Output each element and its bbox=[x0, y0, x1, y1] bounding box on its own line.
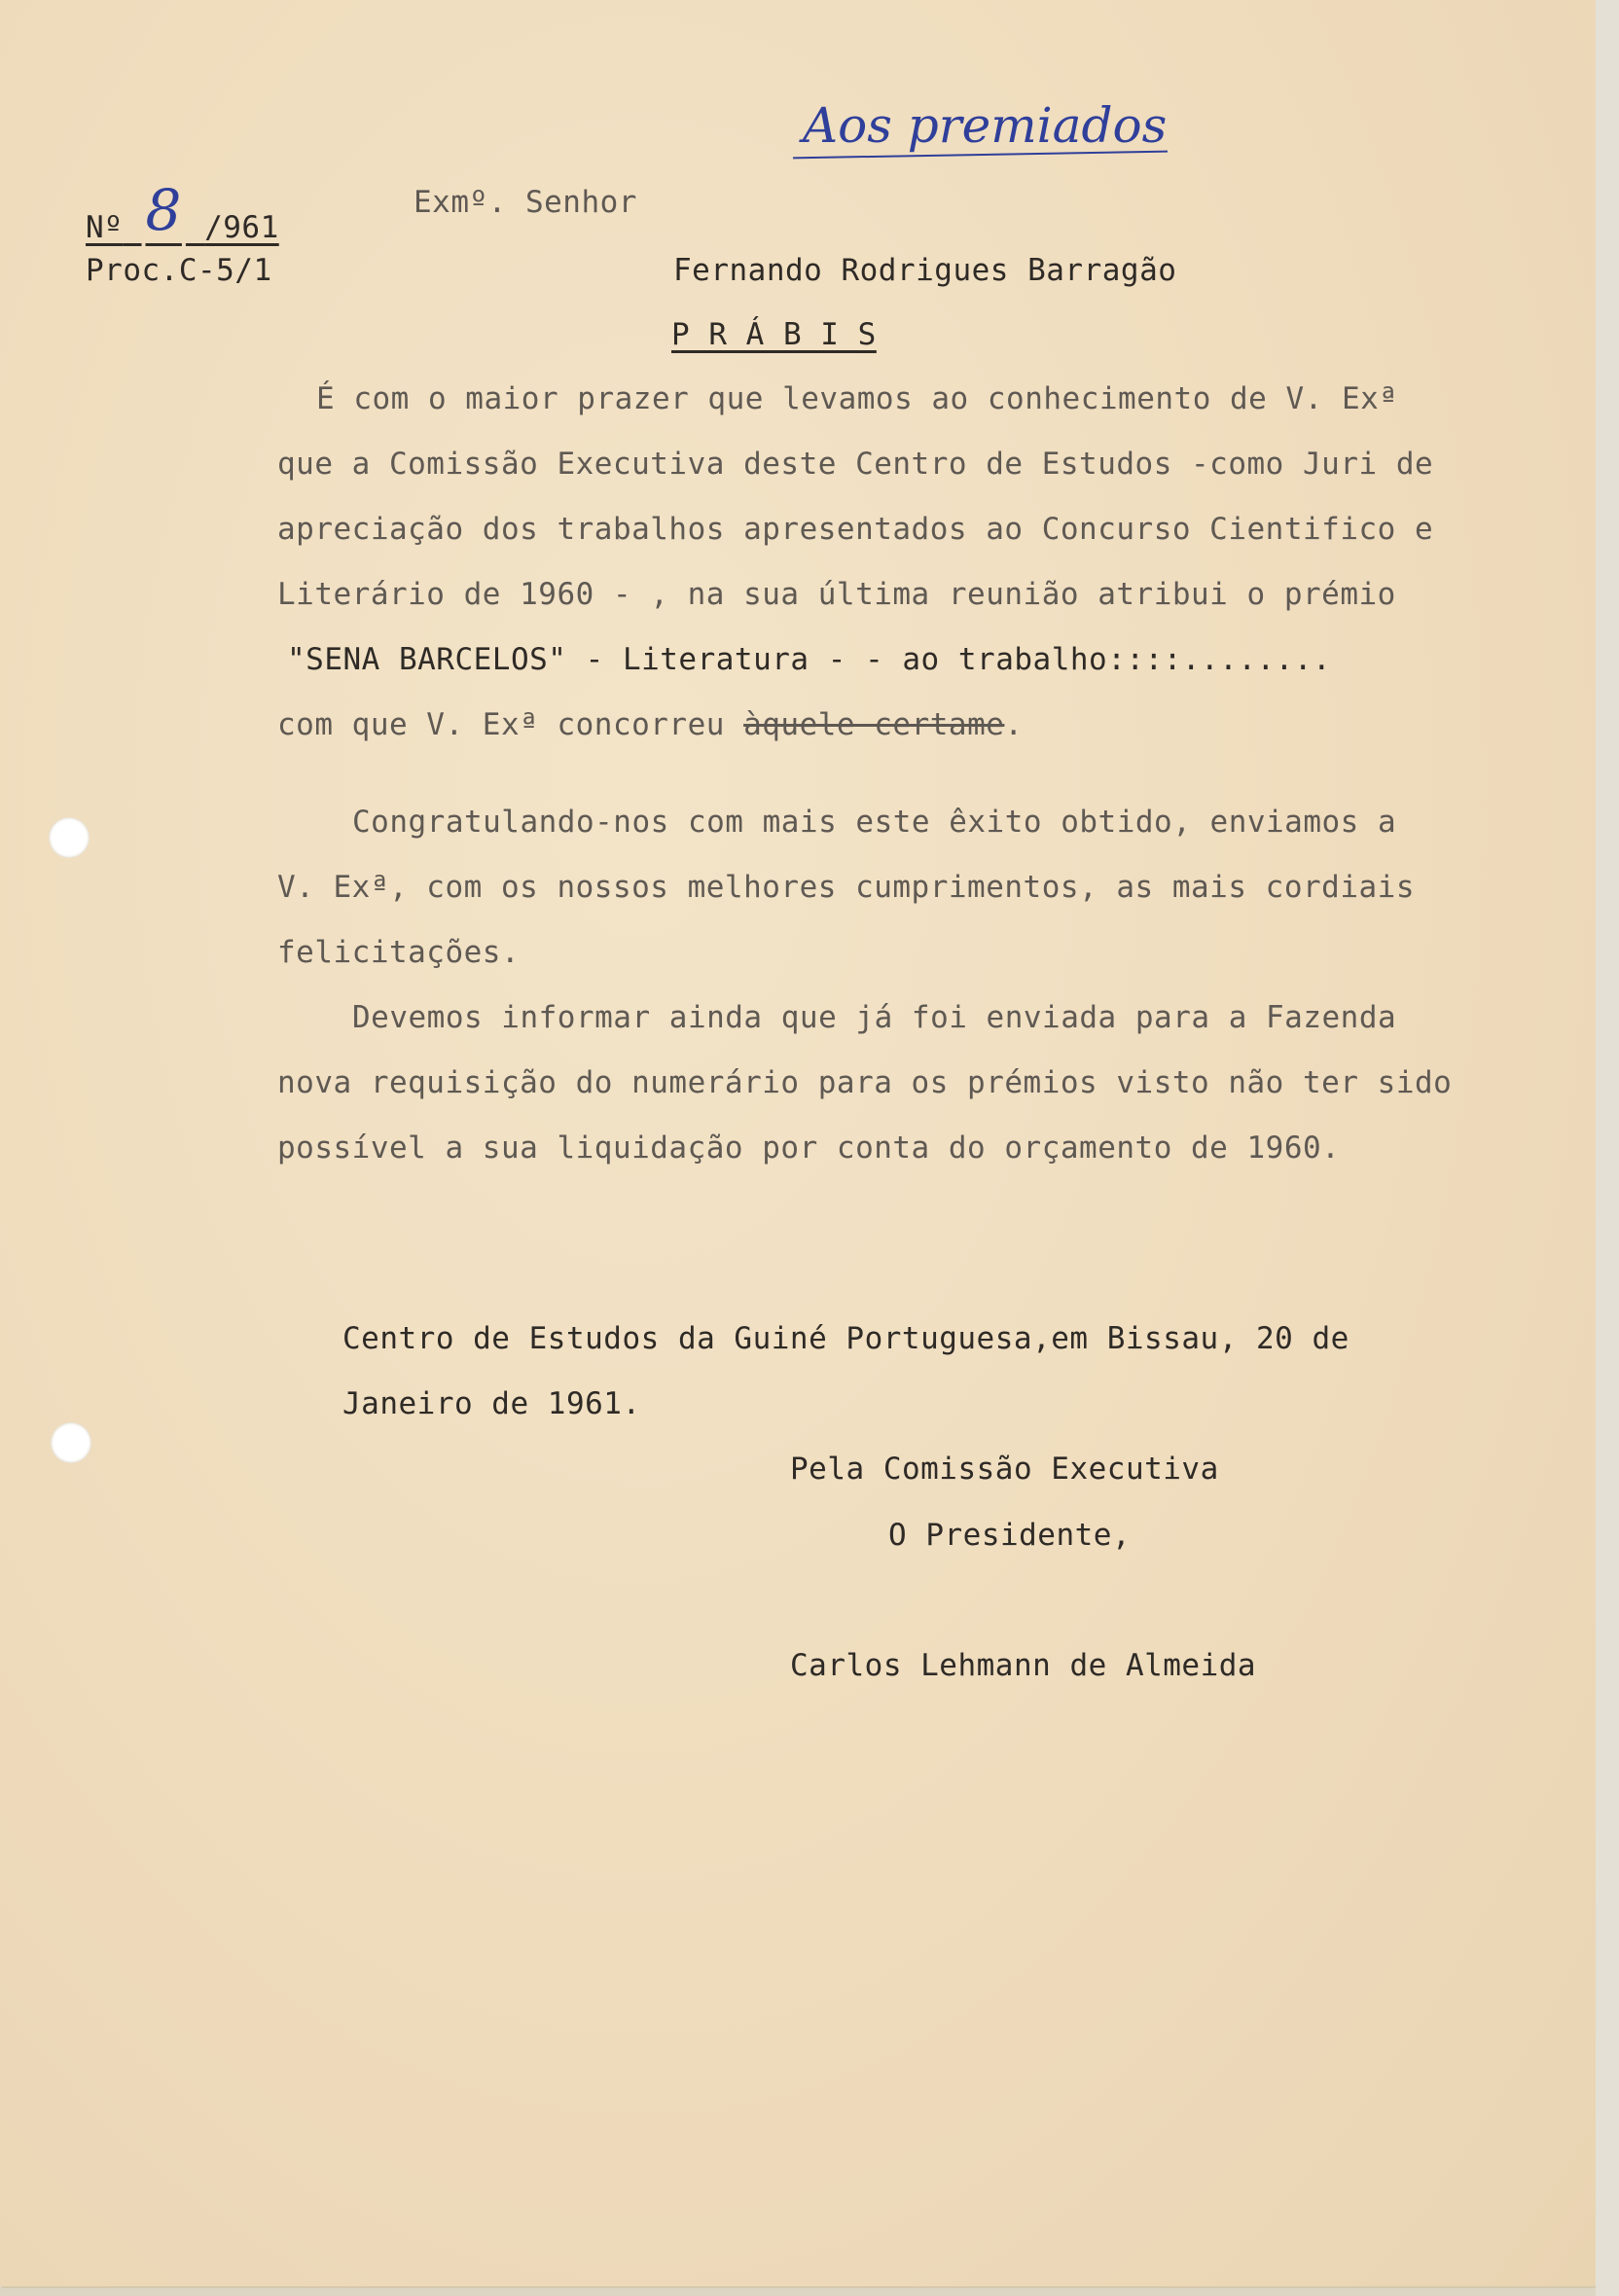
recipient-name: Fernando Rodrigues Barragão bbox=[673, 253, 1177, 288]
punch-hole bbox=[51, 1422, 91, 1463]
place-date: Centro de Estudos da Guiné Portuguesa,em Bissau, 20 de bbox=[342, 1321, 1349, 1356]
body-line: Literário de 1960 - , na sua última reunião atribui o prémio bbox=[277, 577, 1396, 612]
body-line: É com o maior prazer que levamos ao conhecimento de V. Exª bbox=[316, 381, 1398, 416]
number-suffix: /961 bbox=[204, 210, 279, 245]
recipient-place: P R Á B I S bbox=[671, 317, 877, 352]
body-text: com que V. Exª concorreu bbox=[277, 707, 725, 742]
body-line: Devemos informar ainda que já foi enviada para a Fazenda bbox=[352, 1000, 1397, 1035]
scan-edge bbox=[1596, 0, 1619, 2296]
body-line: Congratulando-nos com mais este êxito obtido, enviamos a bbox=[352, 805, 1397, 840]
place-date: Janeiro de 1961. bbox=[342, 1386, 641, 1421]
punch-hole bbox=[49, 817, 90, 858]
body-text-end: . bbox=[1004, 707, 1024, 742]
signatory-name: Carlos Lehmann de Almeida bbox=[790, 1648, 1257, 1683]
on-behalf-of: Pela Comissão Executiva bbox=[790, 1452, 1219, 1487]
handwritten-annotation: Aos premiados bbox=[803, 97, 1168, 154]
process-reference: Proc.C-5/1 bbox=[86, 253, 272, 288]
body-line: possível a sua liquidação por conta do orçamento de 1960. bbox=[277, 1130, 1341, 1166]
body-line: "SENA BARCELOS" - Literatura - - ao trabalho::::........ bbox=[287, 642, 1332, 677]
struck-text: àquele certame bbox=[743, 707, 1005, 742]
salutation: Exmº. Senhor bbox=[414, 185, 637, 220]
body-line: apreciação dos trabalhos apresentados ao Concurso Cientifico e bbox=[277, 512, 1434, 547]
body-line: nova requisição do numerário para os prémios visto não ter sido bbox=[277, 1065, 1453, 1100]
number-prefix: Nº bbox=[86, 210, 124, 245]
handwritten-number: 8 bbox=[145, 177, 182, 243]
body-line: V. Exª, com os nossos melhores cumprimentos, as mais cordiais bbox=[277, 870, 1415, 905]
signatory-title: O Presidente, bbox=[888, 1518, 1132, 1553]
document-number bbox=[86, 177, 279, 251]
body-line: que a Comissão Executiva deste Centro de Estudos -como Juri de bbox=[277, 447, 1434, 482]
body-line: felicitações. bbox=[277, 935, 521, 970]
body-line bbox=[277, 707, 1024, 742]
